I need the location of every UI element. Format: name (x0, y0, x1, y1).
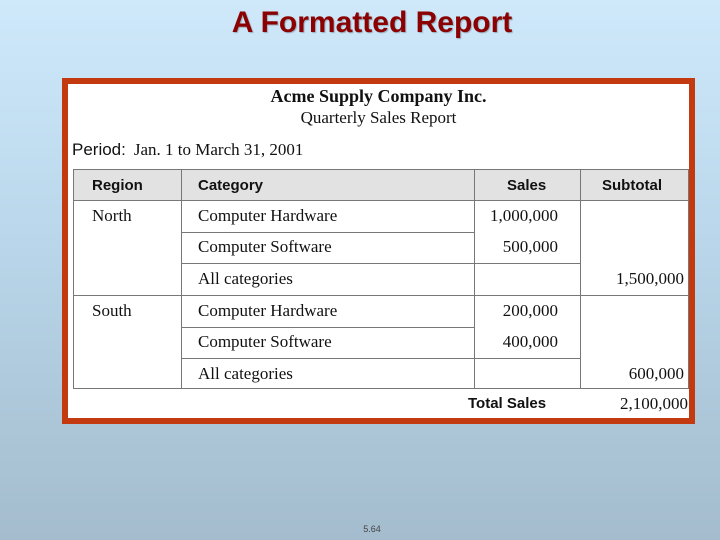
subtotal-cell: 1,500,000 (616, 269, 684, 288)
category-cell: Computer Software (198, 237, 332, 256)
period-label: Period: (72, 140, 126, 159)
column-header-sales: Sales (507, 177, 547, 194)
all-categories-label: All categories (198, 269, 293, 288)
sales-cell: 500,000 (502, 237, 558, 256)
column-header-subtotal: Subtotal (602, 177, 662, 194)
category-cell: Computer Hardware (198, 206, 338, 225)
slide-title: A Formatted Report (231, 6, 513, 39)
table-header-row (74, 170, 688, 201)
grid-line (181, 327, 474, 328)
total-sales-value: 2,100,000 (620, 394, 688, 413)
report-frame (62, 78, 695, 424)
sales-cell: 1,000,000 (490, 206, 558, 225)
all-categories-label: All categories (198, 364, 293, 383)
category-cell: Computer Software (198, 332, 332, 351)
grid-line (181, 170, 182, 388)
region-name-south: South (92, 301, 132, 320)
sales-table (73, 169, 689, 389)
period-value: Jan. 1 to March 31, 2001 (133, 140, 304, 159)
company-name: Acme Supply Company Inc. (270, 86, 487, 106)
column-header-region: Region (92, 177, 143, 194)
region-name-north: North (92, 206, 132, 225)
slide-number: 5.64 (363, 524, 381, 534)
grid-line (74, 295, 688, 296)
grid-line (181, 232, 474, 233)
report-sheet (68, 84, 689, 418)
subtotal-cell: 600,000 (628, 364, 684, 383)
grid-line (181, 358, 580, 359)
grid-line (474, 170, 475, 388)
column-header-category: Category (198, 177, 264, 194)
sales-cell: 400,000 (502, 332, 558, 351)
period-line (72, 140, 303, 160)
total-sales-label: Total Sales (468, 395, 547, 412)
sales-cell: 200,000 (502, 301, 558, 320)
category-cell: Computer Hardware (198, 301, 338, 320)
report-name: Quarterly Sales Report (300, 108, 457, 127)
grid-line (181, 263, 580, 264)
